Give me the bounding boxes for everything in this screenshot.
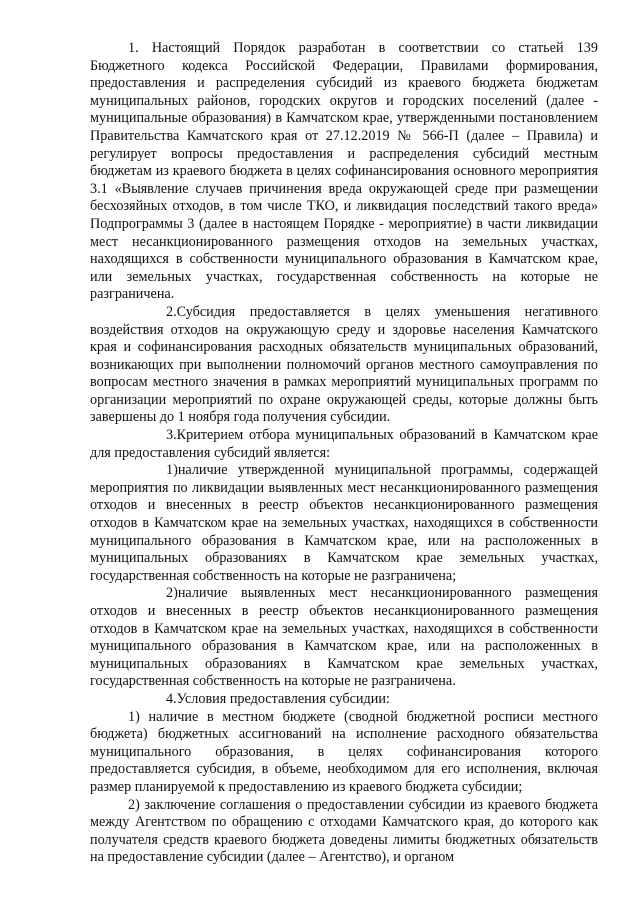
paragraph-text: Критерием отбора муниципальных образований в Камчатском крае для предоставления субсидий является: (90, 427, 598, 461)
paragraph-text: наличие выявленных мест несанкционированного размещения отходов и внесенных в реестр объектов несанкционированного размещения отходов в Камчатском крае на земельных участках, находящихся в собственности муниципального образования в Камчатском крае, или на расположенных в муниципальных образованиях в Камчатском крае земельных участках, государственная собственность на которые не разграничена. (90, 585, 598, 690)
subparagraph-4-1 (90, 709, 598, 797)
paragraph-text: наличие утвержденной муниципальной программы, содержащей мероприятия по ликвидации выявленных мест несанкционированного размещения отходов и внесенных в реестр объектов несанкционированного размещения отходов в Камчатском крае на земельных участках, находящихся в собственности муниципального образования в Камчатском крае, или на расположенных в муниципальных образованиях в Камчатском крае земельных участках, государственная собственность на которые не разграничена; (90, 462, 598, 584)
paragraph-text: 2) заключение соглашения о предоставлении субсидии из краевого бюджета между Агентством по обращению с отходами Камчатского края, до которого как получателя средств краевого бюджета доведены лимиты бюджетных обязательств на предоставление субсидии (далее – Агентство), и органом (90, 796, 598, 866)
paragraph-number: 1) (166, 462, 178, 479)
paragraph-3 (90, 427, 598, 462)
document-page (90, 40, 598, 867)
paragraph-number: 4. (166, 690, 177, 707)
paragraph-4 (90, 691, 598, 709)
paragraph-number: 3. (166, 427, 177, 444)
subparagraph-3-2 (90, 585, 598, 691)
paragraph-text: 1. Настоящий Порядок разработан в соответствии со статьей 139 Бюджетного кодекса Российской Федерации, Правилами формирования, предоставления и распределения субсидий из краевого бюджета бюджетам муниципальных районов, городских округов и городских поселений (далее - муниципальные образования) в Камчатском крае, утвержденными постановлением Правительства Камчатского края от 27.12.2019 № 566-П (далее – Правила) и регулирует вопросы предоставления и распределения субсидий местным бюджетам из краевого бюджета в целях софинансирования основного мероприятия 3.1 «Выявление случаев причинения вреда окружающей среде при размещении бесхозяйных отходов, в том числе ТКО, и ликвидация последствий такого вреда» Подпрограммы 3 (далее в настоящем Порядке - мероприятие) в части ликвидации мест несанкционированного размещения отходов на земельных участках, находящихся в собственности муниципального образования в Камчатском крае, или земельных участках, государственная собственность на которые не разграничена. (90, 40, 598, 303)
paragraph-text: 1) наличие в местном бюджете (сводной бюджетной росписи местного бюджета) бюджетных ассигнований на исполнение расходного обязательства муниципального образования, в целях софинансирования которого предоставляется субсидия, в объеме, необходимом для его исполнения, включая размер планируемой к предоставлению из краевого бюджета субсидии; (90, 708, 598, 795)
paragraph-number: 2) (166, 585, 178, 602)
paragraph-text: Условия предоставления субсидии: (176, 690, 390, 707)
paragraph-number: 2. (166, 303, 177, 320)
subparagraph-4-2 (90, 797, 598, 867)
paragraph-text: Субсидия предоставляется в целях уменьшения негативного воздействия отходов на окружающую среду и здоровье населения Камчатского края и софинансирования расходных обязательств муниципальных образований, возникающих при выполнении полномочий органов местного самоуправления по вопросам местного значения в рамках мероприятий муниципальных программ по организации мероприятий по охране окружающей среды, которые должны быть завершены до 1 ноября года получения субсидии. (90, 303, 598, 426)
subparagraph-3-1 (90, 462, 598, 585)
paragraph-1 (90, 40, 598, 304)
paragraph-2 (90, 304, 598, 427)
